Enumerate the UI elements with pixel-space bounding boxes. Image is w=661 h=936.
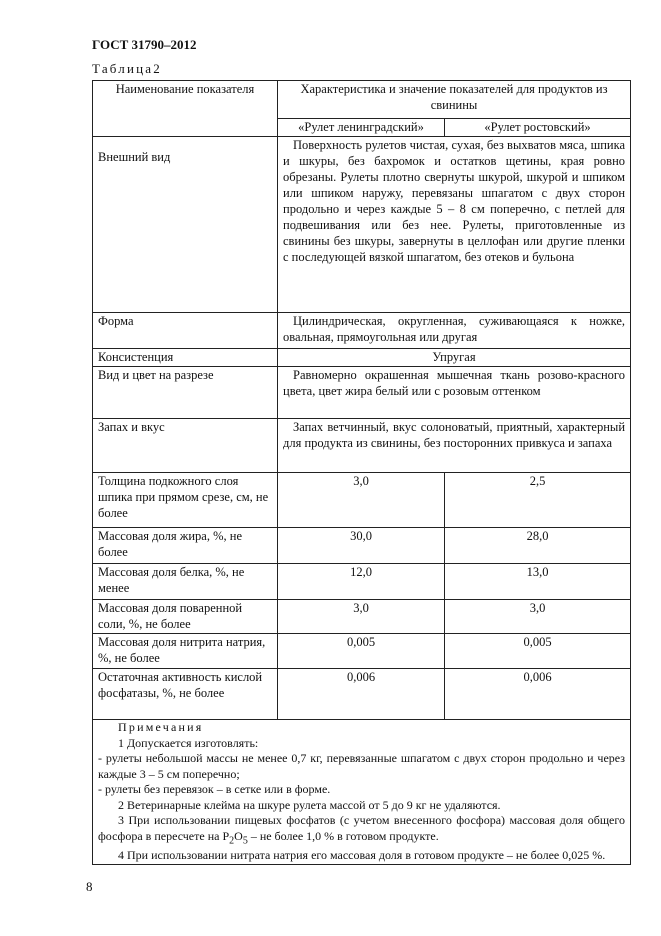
notes-row bbox=[93, 720, 631, 865]
column-header-leningradsky: «Рулет ленинградский» bbox=[278, 119, 445, 137]
column-header-group: Характеристика и значение показателей для продуктов из свинины bbox=[278, 81, 631, 119]
note-1b: - рулеты без перевязок – в сетке или в форме. bbox=[98, 782, 331, 796]
indicator-name: Толщина подкожного слоя шпика при прямом срезе, см, не более bbox=[93, 473, 278, 528]
note-3-sub-2: 5 bbox=[242, 834, 248, 846]
indicator-name: Массовая доля нитрита натрия, %, не более bbox=[93, 634, 278, 669]
value-leningradsky: 12,0 bbox=[278, 564, 445, 600]
note-3-sub-1: 2 bbox=[229, 834, 235, 846]
value-rostovsky: 0,005 bbox=[445, 634, 631, 669]
table-row bbox=[93, 669, 631, 720]
document-header: ГОСТ 31790–2012 bbox=[92, 37, 197, 52]
note-3-oxygen: O bbox=[234, 828, 243, 843]
value-rostovsky: 3,0 bbox=[445, 600, 631, 634]
indicator-name: Внешний вид bbox=[93, 137, 278, 313]
indicator-value: Поверхность рулетов чистая, сухая, без выхватов мяса, шпика и шкуры, без бахромок и остатков щетины, края ровно обрезаны. Рулеты плотно свернуты шкурой, шкурой и шпиком или шпиком наружу, перевязаны шпагатом с двух сторон продольно и через каждые 5 – 8 см поперечно, с петлей для подвешивания или без нее. Рулеты, приготовленные из свинины без шкуры, завернуты в целлофан или другие пленки с последующей вязкой шпагатом, без отеков и бульона bbox=[278, 137, 631, 313]
indicator-name: Вид и цвет на разрезе bbox=[93, 367, 278, 419]
indicator-value: Равномерно окрашенная мышечная ткань розово-красного цвета, цвет жира белый или с розовым оттенком bbox=[278, 367, 631, 419]
indicator-value: Цилиндрическая, округленная, суживающаяся к ножке, овальная, прямоугольная или другая bbox=[278, 313, 631, 349]
indicator-name: Консистенция bbox=[93, 349, 278, 367]
indicator-value: Запах ветчинный, вкус солоноватый, приятный, характерный для продукта из свинины, без посторонних привкуса и запаха bbox=[278, 419, 631, 473]
note-4: 4 При использовании нитрата натрия его массовая доля в готовом продукте – не более 0,025 %. bbox=[118, 848, 606, 863]
table-row bbox=[93, 473, 631, 528]
value-rostovsky: 28,0 bbox=[445, 528, 631, 564]
value-rostovsky: 13,0 bbox=[445, 564, 631, 600]
value-rostovsky: 2,5 bbox=[445, 473, 631, 528]
indicator-name: Массовая доля белка, %, не менее bbox=[93, 564, 278, 600]
table-row bbox=[93, 313, 631, 349]
indicator-name: Массовая доля жира, %, не более bbox=[93, 528, 278, 564]
note-2: 2 Ветеринарные клейма на шкуре рулета массой от 5 до 9 кг не удаляются. bbox=[118, 797, 501, 812]
indicator-name: Остаточная активность кислой фосфатазы, %, не более bbox=[93, 669, 278, 720]
value-leningradsky: 0,006 bbox=[278, 669, 445, 720]
column-header-rostovsky: «Рулет ростовский» bbox=[445, 119, 631, 137]
note-1a: - рулеты небольшой массы не менее 0,7 кг, перевязанные шпагатом с двух сторон продольно и через каждые 3 – 5 см поперечно; bbox=[98, 751, 626, 781]
table-row bbox=[93, 634, 631, 669]
note-3-tail: – не более 1,0 % в готовом продукте. bbox=[247, 828, 439, 843]
table-row bbox=[93, 528, 631, 564]
indicator-name: Массовая доля поваренной соли, %, не более bbox=[93, 600, 278, 634]
value-leningradsky: 3,0 bbox=[278, 600, 445, 634]
table-header-row bbox=[93, 81, 631, 119]
note-1: 1 Допускается изготовлять: bbox=[118, 735, 259, 750]
notes-title: Примечания bbox=[118, 720, 204, 734]
indicator-name: Форма bbox=[93, 313, 278, 349]
notes-cell bbox=[93, 720, 631, 865]
indicator-name: Запах и вкус bbox=[93, 419, 278, 473]
table-row bbox=[93, 137, 631, 313]
table-caption-word: Таблица bbox=[92, 61, 154, 76]
column-header-indicator: Наименование показателя bbox=[93, 81, 278, 137]
value-rostovsky: 0,006 bbox=[445, 669, 631, 720]
note-3 bbox=[98, 813, 625, 848]
page-number: 8 bbox=[86, 879, 93, 894]
table-caption bbox=[92, 61, 160, 77]
indicator-value: Упругая bbox=[278, 349, 631, 367]
value-leningradsky: 3,0 bbox=[278, 473, 445, 528]
value-leningradsky: 0,005 bbox=[278, 634, 445, 669]
table-row bbox=[93, 564, 631, 600]
value-leningradsky: 30,0 bbox=[278, 528, 445, 564]
table-row bbox=[93, 419, 631, 473]
indicators-table bbox=[92, 80, 631, 865]
table-row bbox=[93, 349, 631, 367]
table-row bbox=[93, 600, 631, 634]
note-3-text: 3 При использовании пищевых фосфатов (с учетом внесенного фосфора) массовая доля общего фосфора в пересчете на P bbox=[98, 813, 626, 843]
table-caption-number: 2 bbox=[153, 61, 160, 76]
table-row bbox=[93, 367, 631, 419]
